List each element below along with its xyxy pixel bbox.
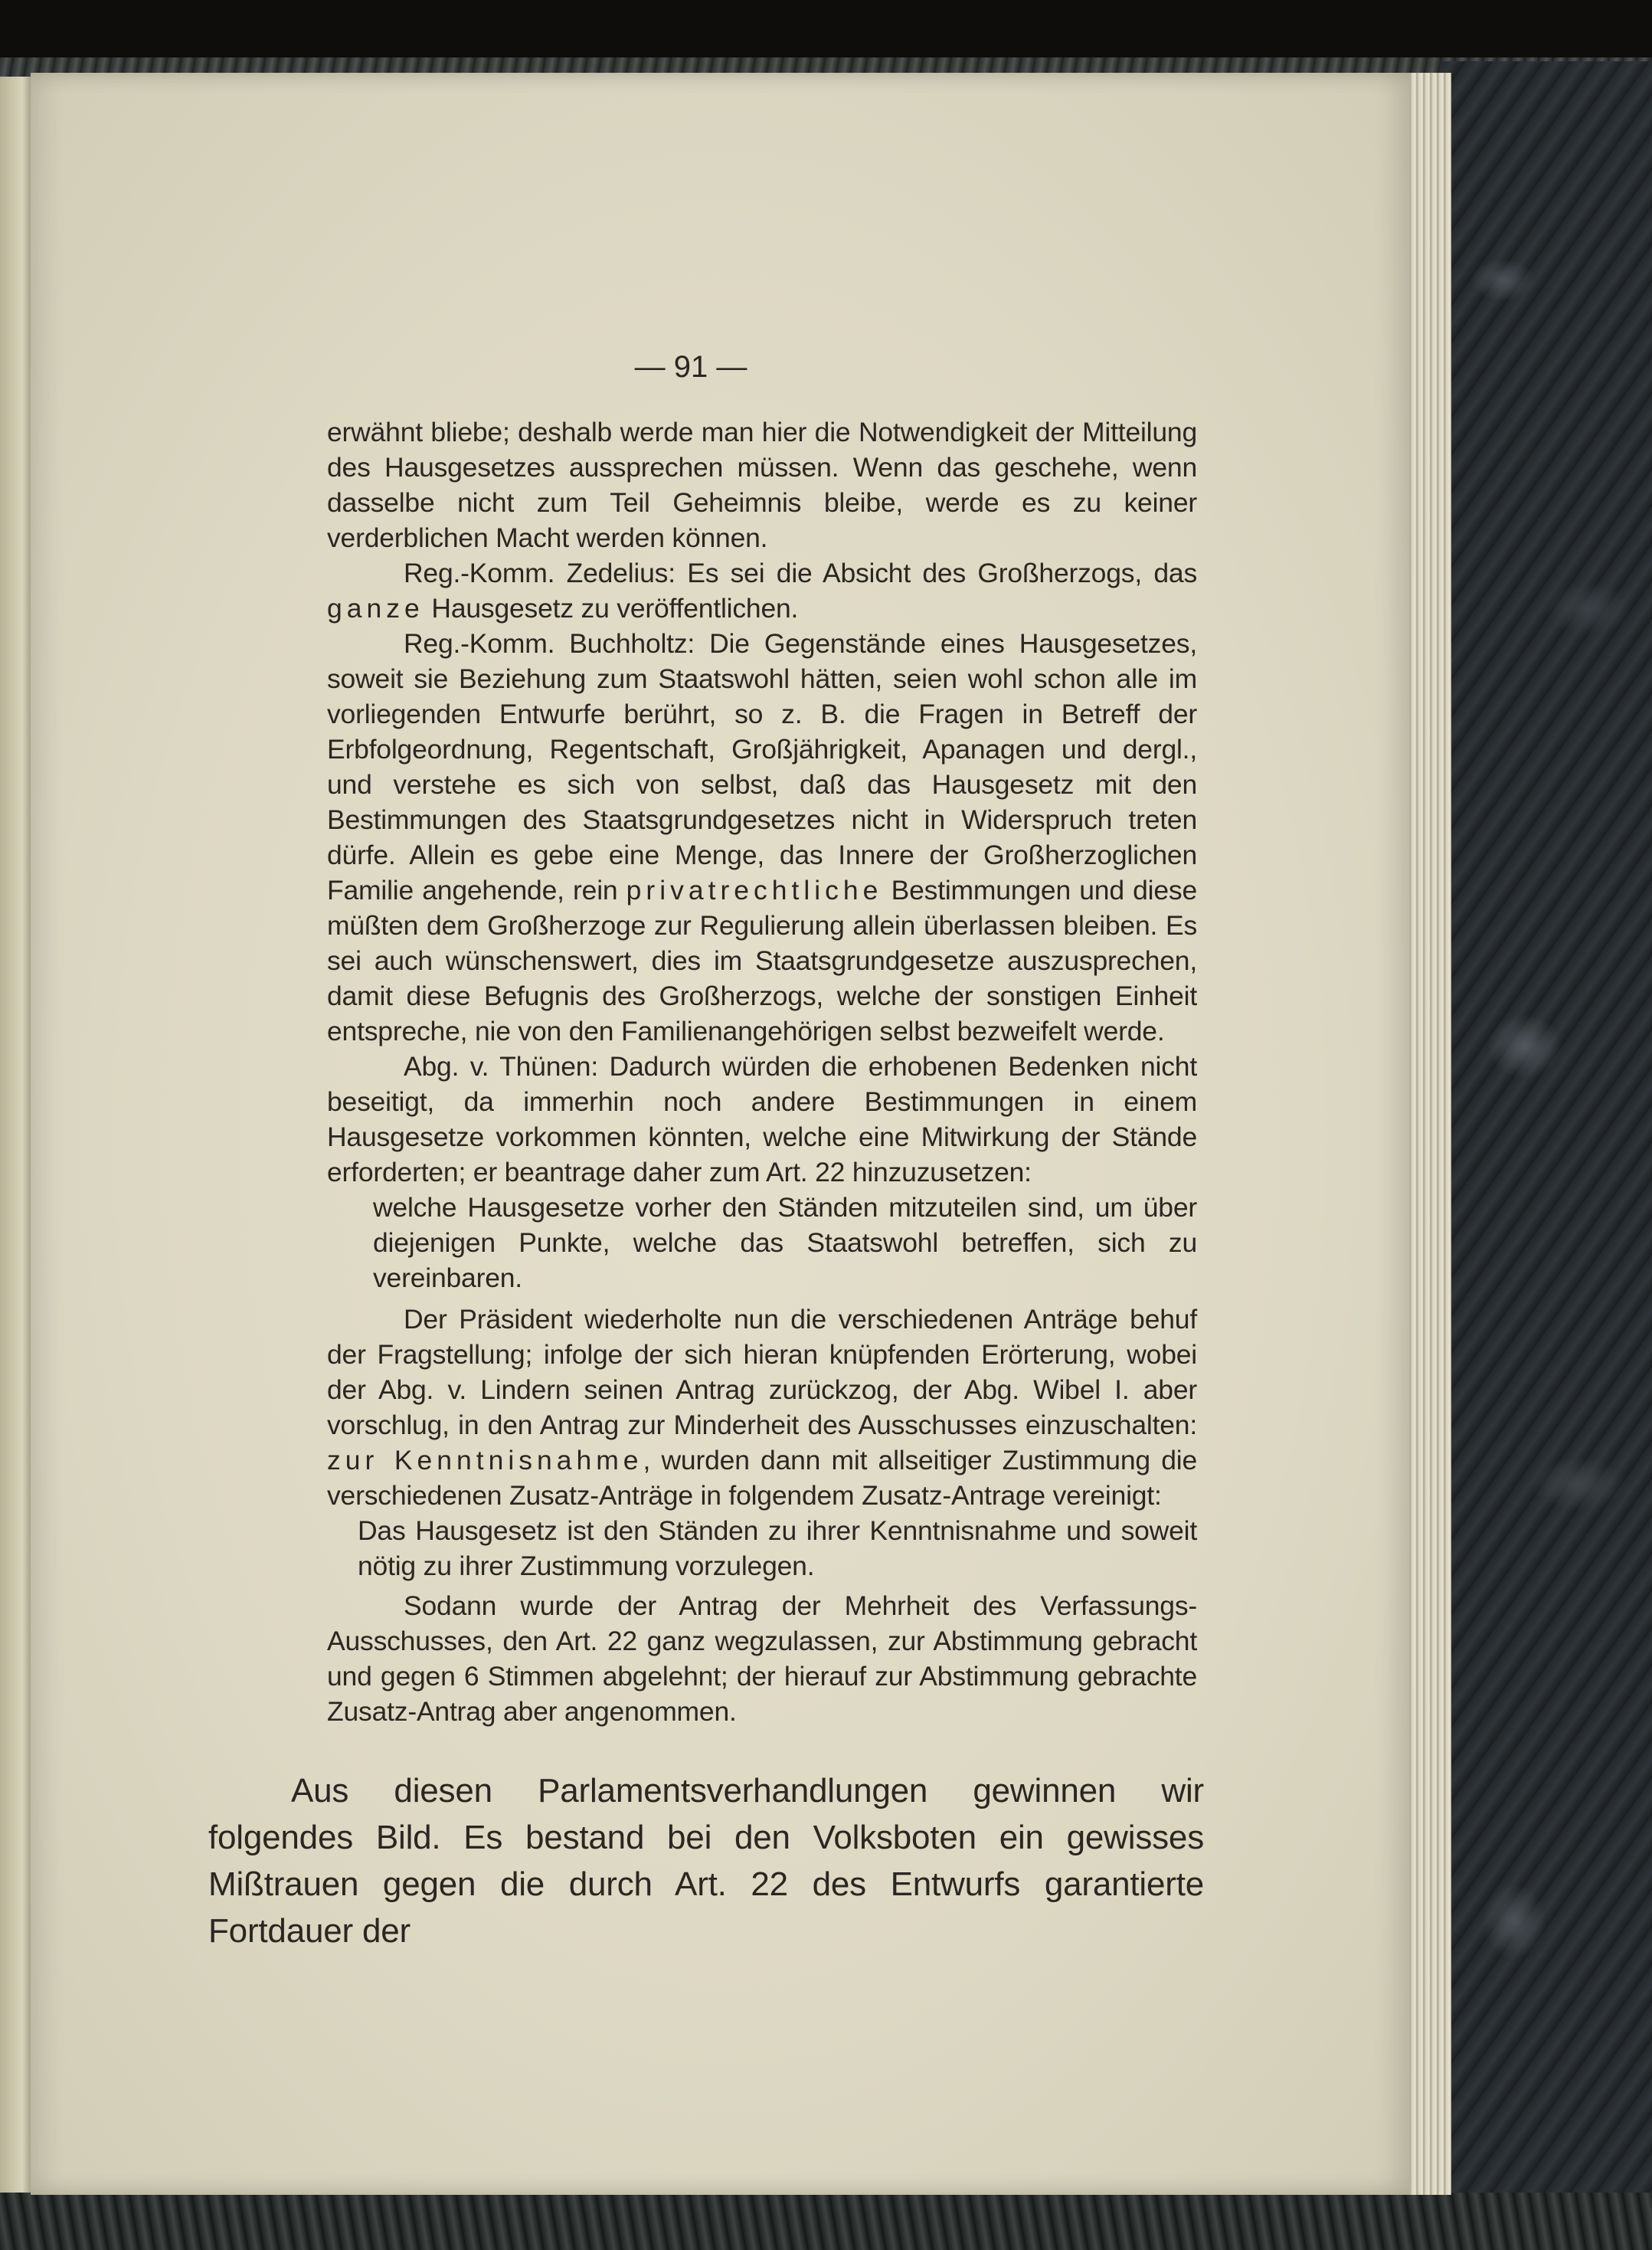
- paragraph-text: Bestimmungen und diese müßten dem Großherzoge zur Regulierung allein überlassen bleiben. Es sei auch wünschenswert, dies im Staatsgrundgesetze auszusprechen, damit diese Befugnis des Großherzogs, welche der sonstigen Einheit entspreche, nie von den Familienangehörigen selbst bezweifelt werde.: [327, 875, 1197, 1046]
- paragraph-buchholtz: [327, 626, 1197, 1049]
- paragraph-text: Hausgesetz zu veröffentlichen.: [424, 593, 799, 624]
- book-page: [31, 73, 1409, 2195]
- paragraph-text: Reg.-Komm. Buchholtz: Die Gegenstände eines Hausgesetzes, soweit sie Beziehung zum Staatswohl hätten, seien wohl schon alle im vorliegenden Entwurfe berührt, so z. B. die Fragen in Betreff der Erbfolgeordnung, Regentschaft, Großjährigkeit, Apanagen und dergl., und verstehe es sich von selbst, daß das Hausgesetz mit den Bestimmungen des Staatsgrundgesetzes nicht in Widerspruch treten dürfe. Allein es gebe eine Menge, das Innere der Großherzoglichen Familie angehende, rein: [327, 628, 1197, 906]
- paragraph-thuenen: Abg. v. Thünen: Dadurch würden die erhobenen Bedenken nicht beseitigt, da immerhin noch andere Bestimmungen in einem Hausgesetze vorkommen könnten, welche eine Mitwirkung der Stände erforderten; er beantrage daher zum Art. 22 hinzuzusetzen:: [327, 1051, 1197, 1187]
- facing-page-edge: [0, 77, 32, 2193]
- page-number: — 91 —: [634, 350, 747, 384]
- paragraph-text: , wurden dann mit allseitiger Zustimmung die verschiedenen Zusatz-Anträge in folgendem Zusatz-Antrage vereinigt:: [327, 1445, 1197, 1511]
- paragraph-text: Der Präsident wiederholte nun die verschiedenen Anträge behuf der Fragstellung; infolge der sich hieran knüpfenden Erörterung, wobei der Abg. v. Lindern seinen Antrag zurückzog, der Abg. Wibel I. aber vorschlug, in den Antrag zur Minderheit des Ausschusses einzuschalten:: [327, 1304, 1197, 1440]
- book-cover-bottom-edge: [0, 2193, 1652, 2250]
- paragraph-abstimmung: Sodann wurde der Antrag der Mehrheit des Verfassungs-Ausschusses, den Art. 22 ganz wegzulassen, zur Abstimmung gebracht und gegen 6 Stimmen abgelehnt; der hierauf zur Abstimmung gebrachte Zusatz-Antrag aber angenommen.: [327, 1590, 1197, 1727]
- quoted-motion-2: Das Hausgesetz ist den Ständen zu ihrer Kenntnisnahme und soweit nötig zu ihrer Zustimmung vorzulegen.: [358, 1515, 1197, 1581]
- paragraph-praesident: [327, 1302, 1197, 1513]
- emphasis-spaced: ganze: [327, 593, 424, 624]
- marbled-cover: [1440, 61, 1652, 2250]
- page-edges: [1405, 73, 1451, 2195]
- protocol-text-column: [327, 414, 1197, 1729]
- body-paragraph: Aus diesen Parlamentsverhandlungen gewinnen wir folgendes Bild. Es bestand bei den Volksboten ein gewisses Mißtrauen gegen die durch Art. 22 des Entwurfs garantierte Fortdauer der: [208, 1772, 1204, 1950]
- quoted-motion-1: welche Hausgesetze vorher den Ständen mitzuteilen sind, um über diejenigen Punkte, welche das Staatswohl betreffen, sich zu vereinbaren.: [373, 1192, 1197, 1293]
- paragraph-zedelius: [327, 555, 1197, 626]
- body-text-column: [208, 1767, 1204, 1954]
- emphasis-spaced: zur Kenntnisnahme: [327, 1445, 643, 1475]
- paragraph-text: Reg.-Komm. Zedelius: Es sei die Absicht des Großherzogs, das: [404, 558, 1197, 588]
- paragraph-1: erwähnt bliebe; deshalb werde man hier die Notwendigkeit der Mitteilung des Hausgesetzes aussprechen müssen. Wenn das geschehe, wenn dasselbe nicht zum Teil Geheimnis bleibe, werde es zu keiner verderblichen Macht werden können.: [327, 417, 1197, 553]
- emphasis-spaced: privatrechtliche: [626, 875, 883, 906]
